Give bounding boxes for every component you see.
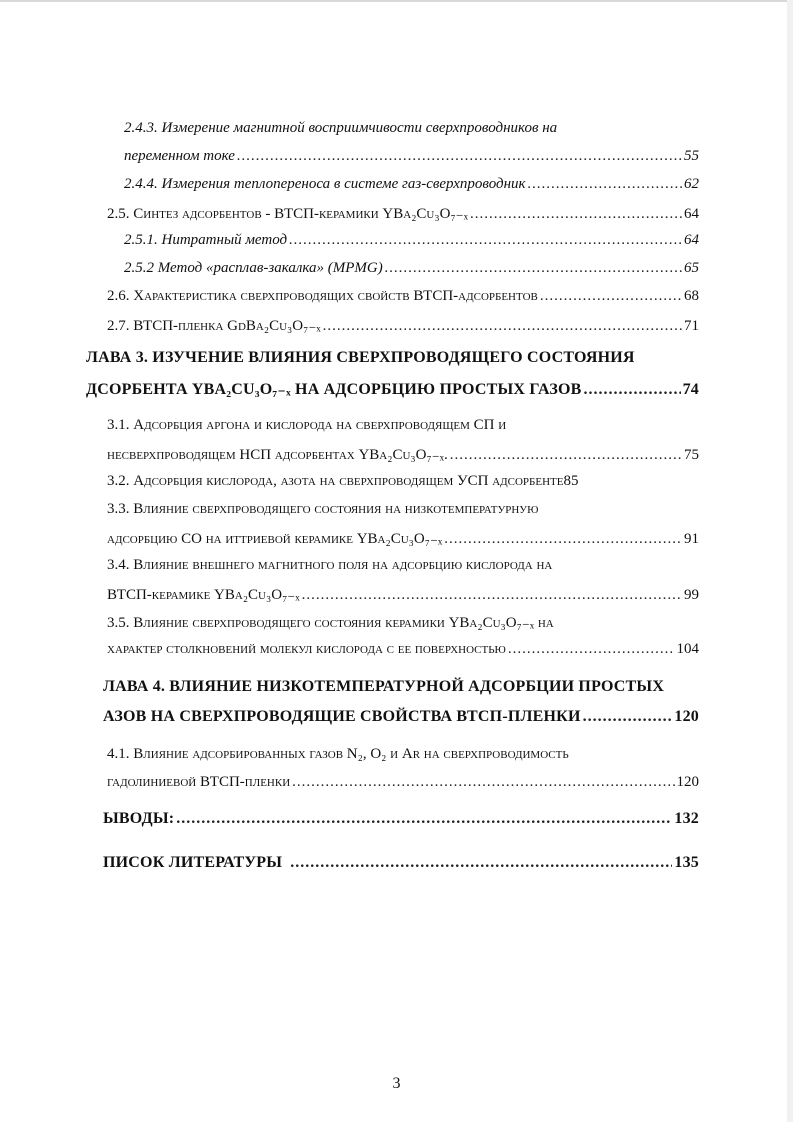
toc-entry-text: 3.2. Адсорбция кислорода, азота на сверхпроводящем УСП адсорбенте bbox=[107, 473, 564, 489]
toc-page-number: 75 bbox=[684, 447, 699, 463]
toc-entry-4-1-cont bbox=[107, 774, 699, 798]
toc-page-number: 62 bbox=[684, 176, 699, 192]
leader-dots bbox=[540, 288, 682, 305]
leader-dots bbox=[237, 148, 682, 165]
toc-chapter-4 bbox=[103, 678, 699, 702]
toc-entry-3-5 bbox=[107, 613, 699, 637]
toc-entry-4-1 bbox=[107, 746, 699, 770]
page-edge bbox=[0, 0, 793, 2]
leader-dots bbox=[302, 587, 682, 604]
toc-entry-3-4-cont bbox=[107, 585, 699, 609]
leader-dots bbox=[289, 232, 682, 249]
leader-dots bbox=[470, 206, 682, 223]
leader-dots bbox=[290, 854, 672, 872]
toc-chapter-text: ДСОРБЕНТА YBA₂CU₃O₇₋ₓ НА АДСОРБЦИЮ ПРОСТЫХ ГАЗОВ bbox=[86, 381, 582, 398]
toc-page-number: 68 bbox=[684, 288, 699, 304]
leader-dots bbox=[385, 260, 682, 277]
toc-page-number: 71 bbox=[684, 318, 699, 334]
toc-page-number: 74 bbox=[682, 381, 699, 398]
toc-entry-2-4-3 bbox=[124, 120, 684, 144]
toc-entry-text: 3.3. Влияние сверхпроводящего состояния на низкотемпературную bbox=[107, 501, 539, 517]
toc-references bbox=[103, 854, 699, 878]
toc-chapter-4-cont bbox=[103, 708, 699, 732]
toc-entry-2-5 bbox=[107, 204, 699, 228]
toc-entry-text: гадолиниевой ВТСП-пленки bbox=[107, 774, 291, 790]
toc-chapter-3 bbox=[86, 349, 699, 373]
leader-dots bbox=[176, 810, 672, 828]
toc-entry-3-4 bbox=[107, 557, 699, 581]
toc-chapter-text: АЗОВ НА СВЕРХПРОВОДЯЩИЕ СВОЙСТВА ВТСП-ПЛЕНКИ bbox=[103, 708, 581, 725]
toc-page-number: 99 bbox=[684, 587, 699, 603]
toc-entry-3-1-cont bbox=[107, 445, 699, 469]
toc-entry-text: несверхпроводящем НСП адсорбентах YBa₂Cu₃O₇₋ₓ. bbox=[107, 447, 448, 463]
toc-page-number: 91 bbox=[684, 531, 699, 547]
toc-entry-text: характер столкновений молекул кислорода с ее поверхностью bbox=[107, 641, 506, 657]
toc-chapter-text: ЫВОДЫ: bbox=[103, 810, 175, 827]
toc-chapter-3-cont bbox=[86, 379, 699, 403]
toc-page-number: 135 bbox=[674, 854, 699, 871]
leader-dots bbox=[323, 318, 682, 335]
toc-entry-text: 2.5. Синтез адсорбентов - ВТСП-керамики YBa₂Cu₃O₇₋ₓ bbox=[107, 206, 468, 222]
toc-page-number: 65 bbox=[684, 260, 699, 276]
toc-entry-3-5-cont bbox=[107, 641, 699, 665]
leader-dots bbox=[528, 176, 682, 193]
toc-entry-3-1 bbox=[107, 417, 699, 441]
toc-page-number: 120 bbox=[674, 708, 699, 725]
toc-page-number: 64 bbox=[684, 232, 699, 248]
toc-entry-2-7 bbox=[107, 316, 699, 340]
toc-entry-3-3-cont bbox=[107, 529, 699, 553]
toc-entry-text: 2.6. Характеристика сверхпроводящих свойств ВТСП-адсорбентов bbox=[107, 288, 538, 304]
toc-entry-2-4-4 bbox=[124, 176, 699, 200]
toc-entry-text: 3.4. Влияние внешнего магнитного поля на адсорбцию кислорода на bbox=[107, 557, 553, 573]
toc-page-number: 85 bbox=[563, 473, 579, 489]
toc-entry-text: 4.1. Влияние адсорбированных газов N₂, O₂ и Ar на сверхпроводимость bbox=[107, 746, 569, 762]
toc-entry-text: 3.1. Адсорбция аргона и кислорода на сверхпроводящем СП и bbox=[107, 417, 507, 433]
toc-entry-2-5-1 bbox=[124, 232, 699, 256]
leader-dots bbox=[584, 381, 681, 399]
toc-page-number: 104 bbox=[676, 641, 699, 657]
toc-page-number: 64 bbox=[684, 206, 699, 222]
leader-dots bbox=[450, 447, 682, 464]
toc-entry-text: 2.5.2 Метод «расплав-закалка» (MPMG) bbox=[124, 260, 383, 276]
toc-page-number: 120 bbox=[676, 774, 699, 790]
toc-entry-text: 3.5. Влияние сверхпроводящего состояния керамики YBa₂Cu₃O₇₋ₓ на bbox=[107, 615, 554, 631]
toc-entry-text: 2.4.4. Измерения теплопереноса в системе газ-сверхпроводник bbox=[124, 176, 526, 192]
leader-dots bbox=[444, 531, 682, 548]
page-edge-right bbox=[787, 0, 793, 1122]
toc-entry-2-5-2 bbox=[124, 260, 699, 284]
toc-page-number: 132 bbox=[674, 810, 699, 827]
toc-entry-text: 2.4.3. Измерение магнитной восприимчивости сверхпроводников на bbox=[124, 120, 558, 136]
toc-entry-text: 2.7. ВТСП-пленка GdBa₂Cu₃O₇₋ₓ bbox=[107, 318, 321, 334]
leader-dots bbox=[292, 774, 674, 791]
toc-chapter-text: ЛАВА 4. ВЛИЯНИЕ НИЗКОТЕМПЕРАТУРНОЙ АДСОРБЦИИ ПРОСТЫХ bbox=[103, 678, 665, 695]
toc-entry-text: переменном токе bbox=[124, 148, 235, 164]
leader-dots bbox=[583, 708, 673, 726]
toc-page-number: 55 bbox=[684, 148, 699, 164]
toc-entry-text: ВТСП-керамике YBa₂Cu₃O₇₋ₓ bbox=[107, 587, 300, 603]
leader-dots bbox=[508, 641, 675, 658]
toc-entry-2-6 bbox=[107, 288, 699, 312]
toc-entry-text: адсорбцию CO на иттриевой керамике YBa₂Cu₃O₇₋ₓ bbox=[107, 531, 443, 547]
toc-chapter-text: ЛАВА 3. ИЗУЧЕНИЕ ВЛИЯНИЯ СВЕРХПРОВОДЯЩЕГО СОСТОЯНИЯ bbox=[86, 349, 635, 366]
toc-entry-3-2 bbox=[107, 473, 710, 497]
toc-entry-text: 2.5.1. Нитратный метод bbox=[124, 232, 288, 248]
toc-chapter-text: ПИСОК ЛИТЕРАТУРЫ bbox=[103, 854, 283, 871]
page-number: 3 bbox=[392, 1075, 401, 1092]
toc-entry-3-3 bbox=[107, 501, 699, 525]
toc-conclusions bbox=[103, 810, 699, 834]
toc-entry-2-4-3-cont bbox=[124, 148, 699, 172]
